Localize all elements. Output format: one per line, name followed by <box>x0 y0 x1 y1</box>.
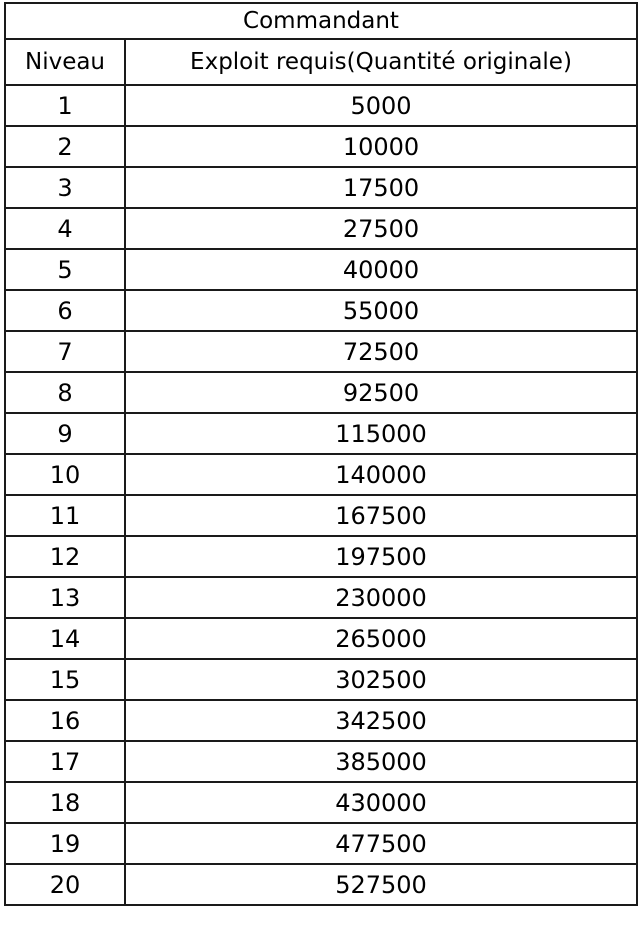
required-exploit-cell: 115000 <box>125 413 637 454</box>
required-exploit-cell: 27500 <box>125 208 637 249</box>
commandant-level-table <box>4 2 638 906</box>
level-cell: 10 <box>5 454 125 495</box>
table-row <box>5 864 637 905</box>
table-row <box>5 495 637 536</box>
level-cell: 8 <box>5 372 125 413</box>
required-exploit-cell: 265000 <box>125 618 637 659</box>
table-header-row <box>5 39 637 85</box>
required-exploit-cell: 230000 <box>125 577 637 618</box>
table-row <box>5 577 637 618</box>
required-exploit-cell: 5000 <box>125 85 637 126</box>
level-cell: 2 <box>5 126 125 167</box>
level-cell: 11 <box>5 495 125 536</box>
required-exploit-cell: 527500 <box>125 864 637 905</box>
required-exploit-cell: 167500 <box>125 495 637 536</box>
table-row <box>5 290 637 331</box>
table-row <box>5 208 637 249</box>
table-row <box>5 85 637 126</box>
required-exploit-cell: 72500 <box>125 331 637 372</box>
level-cell: 9 <box>5 413 125 454</box>
table-title: Commandant <box>5 3 637 39</box>
table-title-row <box>5 3 637 39</box>
required-exploit-cell: 17500 <box>125 167 637 208</box>
table-row <box>5 700 637 741</box>
level-cell: 7 <box>5 331 125 372</box>
level-cell: 15 <box>5 659 125 700</box>
required-exploit-cell: 385000 <box>125 741 637 782</box>
column-header-level: Niveau <box>5 39 125 85</box>
level-cell: 5 <box>5 249 125 290</box>
level-cell: 3 <box>5 167 125 208</box>
table-row <box>5 413 637 454</box>
required-exploit-cell: 477500 <box>125 823 637 864</box>
level-cell: 19 <box>5 823 125 864</box>
required-exploit-cell: 197500 <box>125 536 637 577</box>
level-cell: 6 <box>5 290 125 331</box>
table-row <box>5 823 637 864</box>
table-row <box>5 249 637 290</box>
table-row <box>5 782 637 823</box>
level-cell: 13 <box>5 577 125 618</box>
required-exploit-cell: 92500 <box>125 372 637 413</box>
required-exploit-cell: 430000 <box>125 782 637 823</box>
level-cell: 14 <box>5 618 125 659</box>
required-exploit-cell: 10000 <box>125 126 637 167</box>
table-row <box>5 454 637 495</box>
table-row <box>5 126 637 167</box>
level-cell: 1 <box>5 85 125 126</box>
level-cell: 12 <box>5 536 125 577</box>
level-cell: 18 <box>5 782 125 823</box>
required-exploit-cell: 55000 <box>125 290 637 331</box>
required-exploit-cell: 302500 <box>125 659 637 700</box>
table-row <box>5 741 637 782</box>
table-body <box>5 85 637 905</box>
table-row <box>5 618 637 659</box>
required-exploit-cell: 342500 <box>125 700 637 741</box>
level-cell: 16 <box>5 700 125 741</box>
table-row <box>5 659 637 700</box>
required-exploit-cell: 140000 <box>125 454 637 495</box>
level-cell: 20 <box>5 864 125 905</box>
column-header-required-exploit: Exploit requis(Quantité originale) <box>125 39 637 85</box>
table-row <box>5 536 637 577</box>
required-exploit-cell: 40000 <box>125 249 637 290</box>
table-row <box>5 167 637 208</box>
table-row <box>5 372 637 413</box>
level-cell: 17 <box>5 741 125 782</box>
table-row <box>5 331 637 372</box>
level-cell: 4 <box>5 208 125 249</box>
commandant-table-container <box>4 2 636 906</box>
